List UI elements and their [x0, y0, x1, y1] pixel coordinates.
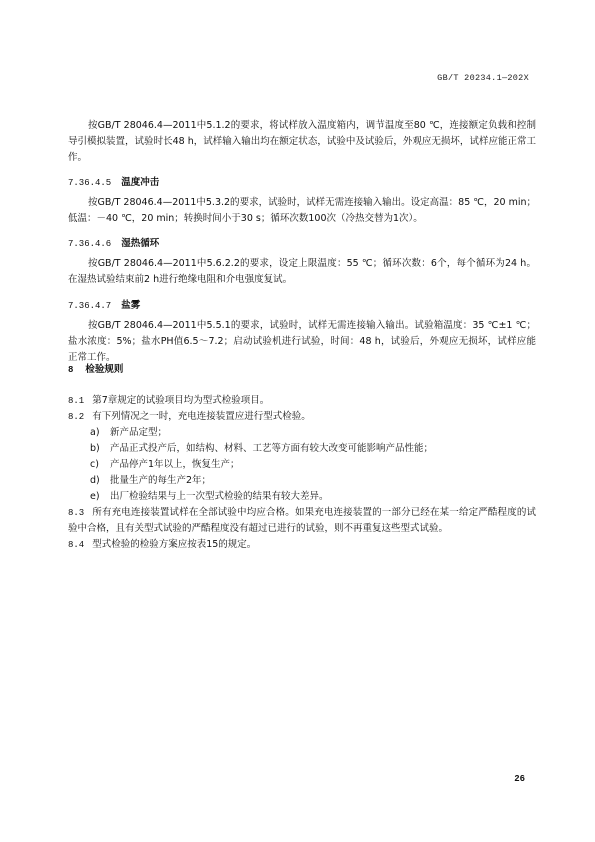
clause-8-2	[68, 409, 536, 425]
section-heading	[68, 175, 536, 191]
list-item-text: 批量生产的每生产2年；	[110, 475, 212, 486]
chapter-number: 8	[68, 365, 74, 375]
clause-text: 有下列情况之一时，充电连接装置应进行型式检验。	[92, 411, 311, 422]
heading-number: 7.36.4.6	[68, 239, 112, 249]
list-item	[68, 457, 536, 473]
clause-text: 第7章规定的试验项目均为型式检验项目。	[92, 395, 270, 406]
heading-title: 盐雾	[121, 300, 141, 311]
humidity-test-paragraph: 按GB/T 28046.4—2011中5.1.2的要求，将试样放入温度箱内，调节温度至80 ℃，连接额定负载和控制导引模拟装置，试验时长48 h，试样输入输出均在额定状态，试验中及试验后，外观应无损坏，试样应能正常工作。	[68, 120, 536, 163]
list-item-text: 产品停产1年以上，恢复生产；	[110, 459, 240, 470]
list-item	[68, 441, 536, 457]
list-item	[68, 473, 536, 489]
clause-number: 8.3	[68, 508, 85, 518]
heading-title: 湿热循环	[121, 238, 160, 249]
heading-number: 7.36.4.7	[68, 301, 112, 311]
chapter-8-clauses	[68, 393, 536, 553]
clause-number: 8.4	[68, 540, 85, 550]
list-item-label: e)	[90, 491, 100, 502]
list-item-label: d)	[90, 475, 100, 486]
chapter-8	[68, 362, 536, 378]
document-code-header: GB/T 20234.1—202X	[437, 73, 529, 83]
clause-7-36-4-5	[68, 175, 536, 227]
list-item-text: 出厂检验结果与上一次型式检验的结果有较大差异。	[110, 491, 329, 502]
clause-number: 8.1	[68, 396, 85, 406]
section-heading	[68, 236, 536, 252]
list-item-label: b)	[90, 443, 100, 454]
list-item	[68, 489, 536, 505]
clause-number: 8.2	[68, 412, 85, 422]
clause-8-1	[68, 393, 536, 409]
clause-text: 所有充电连接装置试样在全部试验中均应合格。如果充电连接装置的一部分已经在某一给定严酷程度的试验中合格，且有关型式试验的严酷程度没有超过已进行的试验，则不再重复这些型式试验。	[68, 507, 536, 534]
clause-8-4	[68, 537, 536, 553]
clause-8-3	[68, 505, 536, 537]
clause-text: 型式检验的检验方案应按表15的规定。	[92, 539, 257, 550]
heading-number: 7.36.4.5	[68, 178, 112, 188]
chapter-heading	[68, 362, 536, 378]
page-number: 26	[514, 774, 525, 784]
clause-7-36-4-7	[68, 298, 536, 366]
clause-7-36-4-4-body	[68, 118, 536, 166]
heading-title: 温度冲击	[121, 177, 160, 188]
salt-spray-paragraph: 按GB/T 28046.4—2011中5.5.1的要求，试验时，试样无需连接输入输出。试验箱温度：35 ℃±1 ℃；盐水浓度：5%；盐水PH值6.5～7.2；启动试验机进行试验，时间：48 h，试验后，外观应无损坏，试样应能正常工作。	[68, 320, 536, 363]
clause-7-36-4-6	[68, 236, 536, 288]
damp-heat-cycle-paragraph: 按GB/T 28046.4—2011中5.6.2.2的要求，设定上限温度：55 ℃；循环次数：6个，每个循环为24 h。在湿热试验结束前2 h进行绝缘电阻和介电强度复试。	[68, 258, 536, 285]
list-item-text: 产品正式投产后，如结构、材料、工艺等方面有较大改变可能影响产品性能；	[110, 443, 434, 454]
section-heading	[68, 298, 536, 314]
list-item-label: c)	[90, 459, 99, 470]
list-item-label: a)	[90, 427, 100, 438]
list-item-text: 新产品定型；	[110, 427, 168, 438]
chapter-title: 检验规则	[85, 364, 124, 375]
thermal-shock-paragraph: 按GB/T 28046.4—2011中5.3.2的要求，试验时，试样无需连接输入输出。设定高温：85 ℃，20 min；低温：－40 ℃，20 min；转换时间小于30 s；循环次数100次（冷热交替为1次）。	[68, 197, 536, 224]
list-item	[68, 425, 536, 441]
